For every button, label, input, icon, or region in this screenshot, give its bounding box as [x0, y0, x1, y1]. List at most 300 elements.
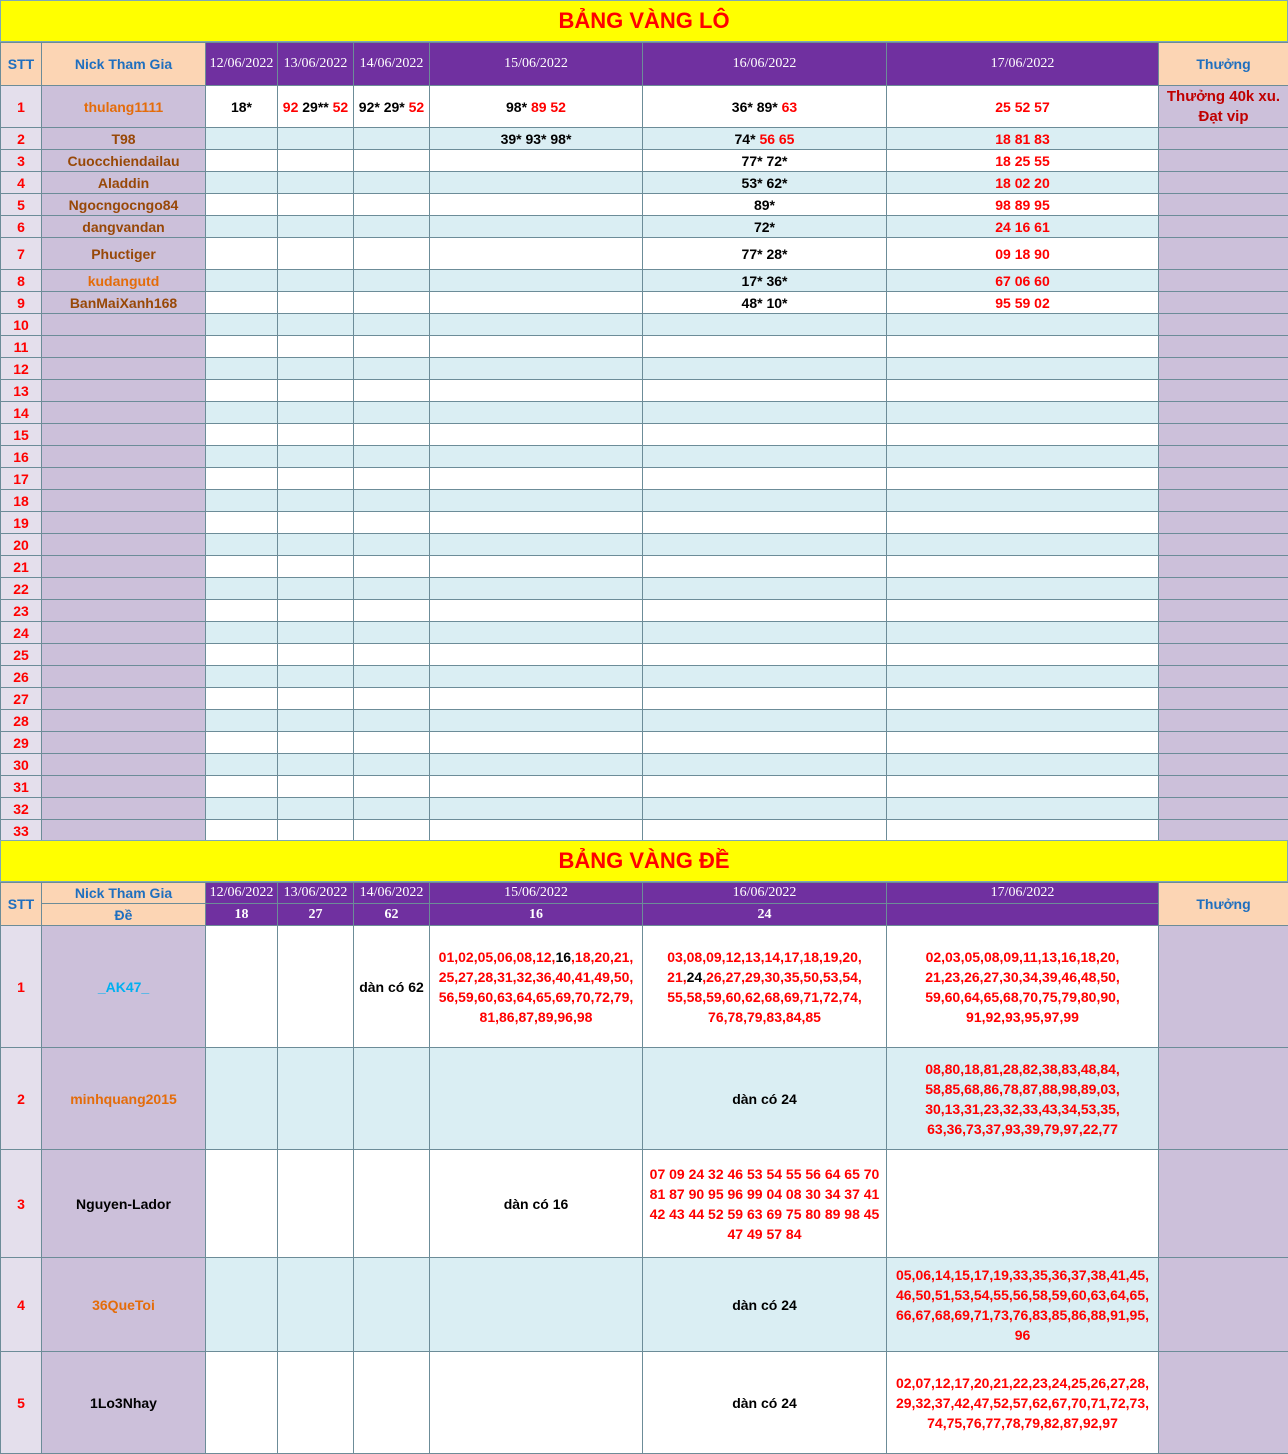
prediction-cell	[643, 490, 887, 512]
prediction-cell	[430, 490, 643, 512]
table-row	[1, 336, 1288, 358]
row-stt: 1	[1, 926, 42, 1048]
cell-text-segment: 03,08,09,12,13,14,17,18,19,20, 21,	[667, 948, 862, 985]
prediction-cell	[887, 1048, 1159, 1150]
table-row	[1, 1258, 1288, 1352]
row-nick	[42, 732, 206, 754]
row-nick	[42, 754, 206, 776]
prediction-cell	[354, 424, 430, 446]
row-nick	[42, 534, 206, 556]
cell-text-segment: 18*	[230, 98, 253, 115]
prediction-cell	[354, 292, 430, 314]
row-stt: 13	[1, 380, 42, 402]
row-stt: 8	[1, 270, 42, 292]
prediction-cell	[887, 1352, 1159, 1454]
prediction-cell	[206, 380, 278, 402]
row-stt: 32	[1, 798, 42, 820]
de-result-value	[887, 904, 1159, 926]
table-row	[1, 402, 1288, 424]
row-stt: 25	[1, 644, 42, 666]
prediction-cell	[206, 238, 278, 270]
prediction-cell	[278, 600, 354, 622]
row-reward	[1159, 776, 1288, 798]
table-row	[1, 710, 1288, 732]
prediction-cell	[887, 380, 1159, 402]
prediction-cell	[430, 194, 643, 216]
prediction-cell	[643, 732, 887, 754]
prediction-cell	[278, 336, 354, 358]
prediction-cell	[278, 468, 354, 490]
row-nick	[42, 600, 206, 622]
row-reward	[1159, 1048, 1288, 1150]
prediction-cell	[354, 172, 430, 194]
row-stt: 5	[1, 1352, 42, 1454]
row-stt: 3	[1, 150, 42, 172]
row-reward	[1159, 402, 1288, 424]
row-reward	[1159, 644, 1288, 666]
prediction-cell	[643, 556, 887, 578]
prediction-cell	[278, 666, 354, 688]
lo-banner	[0, 0, 1288, 42]
row-nick	[42, 1150, 206, 1258]
prediction-cell	[206, 468, 278, 490]
table-row	[1, 644, 1288, 666]
row-nick	[42, 1352, 206, 1454]
cell-text-segment: 16	[555, 948, 572, 965]
lo-header-row	[1, 43, 1288, 86]
row-stt: 19	[1, 512, 42, 534]
prediction-cell	[206, 358, 278, 380]
prediction-cell	[887, 194, 1159, 216]
cell-text-segment: 72*	[753, 218, 776, 235]
prediction-cell	[206, 622, 278, 644]
cell-text-segment: 92	[282, 98, 299, 115]
table-row	[1, 1352, 1288, 1454]
prediction-cell	[430, 468, 643, 490]
prediction-cell	[643, 1150, 887, 1258]
prediction-cell	[430, 1150, 643, 1258]
prediction-cell	[354, 1352, 430, 1454]
table-row	[1, 926, 1288, 1048]
lo-date-header: 16/06/2022	[643, 43, 887, 86]
cell-text-segment: 18 81 83	[995, 130, 1050, 147]
de-table	[0, 882, 1288, 1454]
prediction-cell	[354, 798, 430, 820]
prediction-cell	[643, 1048, 887, 1150]
row-nick	[42, 380, 206, 402]
row-nick	[42, 578, 206, 600]
row-nick	[42, 1258, 206, 1352]
cell-text-segment: 08,80,18,81,28,82,38,83,48,84, 58,85,68,86,78,87,88,98,89,03, 30,13,31,23,32,33,43,34,53,35, 63,36,73,37,93,39,79,97,22,77	[925, 1060, 1120, 1137]
cell-text-segment: 48* 10*	[741, 294, 788, 311]
de-title: BẢNG VÀNG ĐỀ	[558, 848, 730, 873]
prediction-cell	[278, 926, 354, 1048]
row-stt: 16	[1, 446, 42, 468]
prediction-cell	[354, 336, 430, 358]
cell-text-segment: 18 02 20	[995, 174, 1050, 191]
prediction-cell	[206, 798, 278, 820]
prediction-cell	[887, 556, 1159, 578]
cell-text-segment: 95 59 02	[995, 294, 1050, 311]
de-label-header: Đề	[42, 904, 206, 926]
prediction-cell	[354, 926, 430, 1048]
de-stt-header: STT	[1, 883, 42, 926]
row-stt: 26	[1, 666, 42, 688]
row-nick	[42, 150, 206, 172]
row-reward	[1159, 798, 1288, 820]
prediction-cell	[206, 688, 278, 710]
cell-text-segment: dàn có 16	[503, 1195, 569, 1212]
cell-text-segment: 36* 89*	[731, 98, 782, 115]
prediction-cell	[430, 578, 643, 600]
prediction-cell	[278, 314, 354, 336]
row-stt: 3	[1, 1150, 42, 1258]
row-reward: Thưởng 40k xu. Đạt vip	[1159, 86, 1288, 128]
prediction-cell	[887, 600, 1159, 622]
row-stt: 11	[1, 336, 42, 358]
prediction-cell	[887, 336, 1159, 358]
row-reward	[1159, 216, 1288, 238]
prediction-cell	[206, 926, 278, 1048]
prediction-cell	[887, 776, 1159, 798]
row-reward	[1159, 1150, 1288, 1258]
de-result-value: 16	[430, 904, 643, 926]
row-stt: 2	[1, 128, 42, 150]
row-nick	[42, 424, 206, 446]
lo-reward-header: Thưởng	[1159, 43, 1288, 86]
prediction-cell	[206, 1352, 278, 1454]
prediction-cell	[887, 1150, 1159, 1258]
prediction-cell	[887, 150, 1159, 172]
table-row	[1, 238, 1288, 270]
prediction-cell	[643, 688, 887, 710]
prediction-cell	[643, 172, 887, 194]
prediction-cell	[887, 512, 1159, 534]
row-stt: 33	[1, 820, 42, 842]
prediction-cell	[430, 644, 643, 666]
prediction-cell	[278, 86, 354, 128]
table-row	[1, 150, 1288, 172]
prediction-cell	[430, 86, 643, 128]
row-reward	[1159, 238, 1288, 270]
row-stt: 17	[1, 468, 42, 490]
nick-text: T98	[111, 130, 136, 147]
prediction-cell	[354, 270, 430, 292]
row-stt: 4	[1, 1258, 42, 1352]
row-stt: 23	[1, 600, 42, 622]
cell-text-segment: 89*	[753, 196, 776, 213]
cell-text-segment: 07 09 24 32 46 53 54 55 56 64 65 70 81 87 90 95 96 99 04 08 30 34 37 41 42 43 44 52 59 63 69 75 80 89 98 45 47 49 57 84	[649, 1165, 880, 1242]
prediction-cell	[354, 150, 430, 172]
row-stt: 18	[1, 490, 42, 512]
row-nick	[42, 666, 206, 688]
row-stt: 29	[1, 732, 42, 754]
prediction-cell	[278, 270, 354, 292]
table-row	[1, 292, 1288, 314]
prediction-cell	[887, 86, 1159, 128]
prediction-cell	[430, 424, 643, 446]
row-nick	[42, 358, 206, 380]
row-stt: 15	[1, 424, 42, 446]
prediction-cell	[643, 270, 887, 292]
prediction-cell	[206, 194, 278, 216]
table-row	[1, 86, 1288, 128]
cell-text-segment: 98 89 95	[995, 196, 1050, 213]
prediction-cell	[430, 128, 643, 150]
table-row	[1, 754, 1288, 776]
row-reward	[1159, 490, 1288, 512]
prediction-cell	[354, 776, 430, 798]
prediction-cell	[887, 622, 1159, 644]
prediction-cell	[354, 358, 430, 380]
prediction-cell	[887, 172, 1159, 194]
prediction-cell	[354, 128, 430, 150]
prediction-cell	[430, 600, 643, 622]
lo-date-header: 15/06/2022	[430, 43, 643, 86]
prediction-cell	[206, 402, 278, 424]
prediction-cell	[430, 776, 643, 798]
prediction-cell	[354, 314, 430, 336]
prediction-cell	[643, 194, 887, 216]
row-reward	[1159, 468, 1288, 490]
prediction-cell	[430, 1258, 643, 1352]
row-stt: 21	[1, 556, 42, 578]
prediction-cell	[430, 556, 643, 578]
row-nick	[42, 292, 206, 314]
prediction-cell	[206, 216, 278, 238]
prediction-cell	[278, 150, 354, 172]
prediction-cell	[430, 710, 643, 732]
prediction-cell	[278, 216, 354, 238]
prediction-cell	[643, 534, 887, 556]
table-row	[1, 798, 1288, 820]
prediction-cell	[430, 512, 643, 534]
cell-text-segment: 77* 28*	[741, 245, 788, 262]
cell-text-segment: dàn có 24	[732, 1090, 797, 1107]
row-reward	[1159, 534, 1288, 556]
table-row	[1, 622, 1288, 644]
prediction-cell	[206, 424, 278, 446]
prediction-cell	[643, 238, 887, 270]
cell-text-segment: 17* 36*	[741, 272, 788, 289]
prediction-cell	[887, 534, 1159, 556]
prediction-cell	[354, 622, 430, 644]
prediction-cell	[430, 336, 643, 358]
lo-date-header: 14/06/2022	[354, 43, 430, 86]
row-reward	[1159, 710, 1288, 732]
lo-stt-header: STT	[1, 43, 42, 86]
row-stt: 6	[1, 216, 42, 238]
lo-nick-header: Nick Tham Gia	[42, 43, 206, 86]
cell-text-segment: 63	[781, 98, 798, 115]
prediction-cell	[643, 600, 887, 622]
prediction-cell	[887, 358, 1159, 380]
prediction-cell	[278, 1352, 354, 1454]
lo-date-header: 12/06/2022	[206, 43, 278, 86]
prediction-cell	[887, 216, 1159, 238]
prediction-cell	[643, 446, 887, 468]
lo-date-header: 13/06/2022	[278, 43, 354, 86]
prediction-cell	[354, 732, 430, 754]
table-row	[1, 820, 1288, 842]
cell-text-segment: 25 52 57	[995, 98, 1050, 115]
prediction-cell	[643, 710, 887, 732]
prediction-cell	[430, 446, 643, 468]
prediction-cell	[354, 556, 430, 578]
prediction-cell	[887, 490, 1159, 512]
prediction-cell	[278, 402, 354, 424]
prediction-cell	[430, 292, 643, 314]
de-date-header: 16/06/2022	[643, 883, 887, 904]
row-reward	[1159, 358, 1288, 380]
table-row	[1, 358, 1288, 380]
prediction-cell	[206, 600, 278, 622]
row-stt: 28	[1, 710, 42, 732]
prediction-cell	[206, 490, 278, 512]
prediction-cell	[887, 128, 1159, 150]
table-row	[1, 512, 1288, 534]
prediction-cell	[206, 820, 278, 842]
nick-text: Phuctiger	[91, 245, 156, 262]
prediction-cell	[206, 666, 278, 688]
cell-text-segment: 89 52	[530, 98, 566, 115]
row-stt: 22	[1, 578, 42, 600]
prediction-cell	[643, 314, 887, 336]
prediction-cell	[430, 380, 643, 402]
prediction-cell	[206, 172, 278, 194]
de-nick-header: Nick Tham Gia	[42, 883, 206, 904]
row-reward	[1159, 1258, 1288, 1352]
prediction-cell	[430, 798, 643, 820]
row-nick	[42, 776, 206, 798]
table-row	[1, 776, 1288, 798]
cell-text-segment: 77* 72*	[741, 152, 788, 169]
prediction-cell	[887, 402, 1159, 424]
lo-table	[0, 42, 1288, 842]
row-reward	[1159, 292, 1288, 314]
prediction-cell	[430, 150, 643, 172]
row-reward	[1159, 732, 1288, 754]
prediction-cell	[278, 446, 354, 468]
cell-text-segment: 52	[332, 98, 349, 115]
prediction-cell	[887, 820, 1159, 842]
cell-text-segment: 98*	[506, 98, 531, 115]
table-row	[1, 666, 1288, 688]
de-result-row	[1, 904, 1288, 926]
de-date-header: 15/06/2022	[430, 883, 643, 904]
nick-text: Cuocchiendailau	[67, 152, 180, 169]
prediction-cell	[278, 238, 354, 270]
prediction-cell	[206, 754, 278, 776]
prediction-cell	[643, 1352, 887, 1454]
row-stt: 5	[1, 194, 42, 216]
prediction-cell	[206, 86, 278, 128]
cell-text-segment: 39* 93* 98*	[500, 130, 572, 147]
prediction-cell	[643, 358, 887, 380]
cell-text-segment: 02,03,05,08,09,11,13,16,18,20, 21,23,26,27,30,34,39,46,48,50, 59,60,64,65,68,70,75,79,80,90, 91,92,93,95,97,99	[925, 948, 1120, 1025]
table-row	[1, 194, 1288, 216]
cell-text-segment: ,26,27,29,30,35,50,53,54, 55,58,59,60,62,68,69,71,72,74, 76,78,79,83,84,85	[667, 968, 862, 1025]
prediction-cell	[206, 556, 278, 578]
prediction-cell	[887, 424, 1159, 446]
row-nick	[42, 490, 206, 512]
prediction-cell	[278, 776, 354, 798]
prediction-cell	[354, 754, 430, 776]
prediction-cell	[643, 468, 887, 490]
prediction-cell	[887, 798, 1159, 820]
prediction-cell	[354, 600, 430, 622]
prediction-cell	[206, 512, 278, 534]
cell-text-segment: 24	[686, 968, 703, 985]
prediction-cell	[206, 644, 278, 666]
row-reward	[1159, 128, 1288, 150]
prediction-cell	[643, 380, 887, 402]
lo-date-header: 17/06/2022	[887, 43, 1159, 86]
prediction-cell	[278, 292, 354, 314]
prediction-cell	[206, 270, 278, 292]
prediction-cell	[643, 666, 887, 688]
prediction-cell	[278, 424, 354, 446]
prediction-cell	[430, 732, 643, 754]
prediction-cell	[430, 754, 643, 776]
prediction-cell	[206, 534, 278, 556]
prediction-cell	[278, 380, 354, 402]
table-row	[1, 1048, 1288, 1150]
prediction-cell	[206, 128, 278, 150]
prediction-cell	[887, 314, 1159, 336]
prediction-cell	[206, 446, 278, 468]
table-row	[1, 556, 1288, 578]
row-nick	[42, 172, 206, 194]
prediction-cell	[278, 358, 354, 380]
table-row	[1, 270, 1288, 292]
prediction-cell	[206, 1258, 278, 1352]
prediction-cell	[887, 238, 1159, 270]
row-nick	[42, 512, 206, 534]
prediction-cell	[643, 86, 887, 128]
prediction-cell	[643, 622, 887, 644]
prediction-cell	[643, 402, 887, 424]
prediction-cell	[887, 710, 1159, 732]
cell-text-segment: 09 18 90	[995, 245, 1050, 262]
prediction-cell	[354, 710, 430, 732]
de-header-row	[1, 883, 1288, 904]
prediction-cell	[430, 238, 643, 270]
row-nick	[42, 556, 206, 578]
prediction-cell	[354, 490, 430, 512]
row-stt: 10	[1, 314, 42, 336]
table-row	[1, 424, 1288, 446]
prediction-cell	[887, 292, 1159, 314]
prediction-cell	[278, 622, 354, 644]
row-stt: 20	[1, 534, 42, 556]
row-stt: 2	[1, 1048, 42, 1150]
nick-text: Aladdin	[97, 174, 150, 191]
prediction-cell	[430, 1352, 643, 1454]
cell-text-segment: 29**	[298, 98, 333, 115]
row-nick	[42, 926, 206, 1048]
row-nick	[42, 216, 206, 238]
row-stt: 24	[1, 622, 42, 644]
de-date-header: 14/06/2022	[354, 883, 430, 904]
prediction-cell	[887, 688, 1159, 710]
row-nick	[42, 336, 206, 358]
row-nick	[42, 820, 206, 842]
prediction-cell	[643, 578, 887, 600]
row-reward	[1159, 820, 1288, 842]
table-row	[1, 172, 1288, 194]
cell-text-segment: dàn có 24	[732, 1394, 797, 1411]
